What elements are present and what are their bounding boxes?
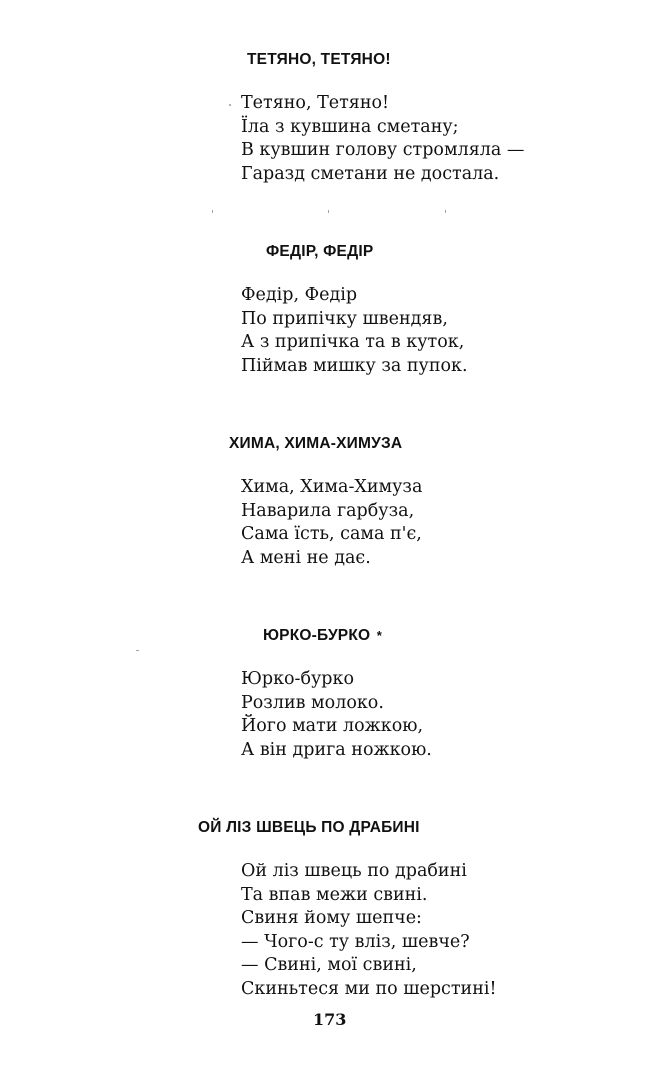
poem-line: Скиньтеся ми по шерстині! — [241, 978, 497, 999]
scan-speck — [328, 210, 329, 213]
poem-title-text: ЮРКО-БУРКО — [263, 627, 371, 644]
poem-line: — Свині, мої свині, — [241, 955, 417, 975]
poem-line: — Чого-с ту вліз, шевче? — [241, 931, 470, 952]
poem-line: Ой ліз швець по драбині — [241, 861, 467, 881]
poem-line: Гаразд сметани не достала. — [241, 163, 500, 184]
poem-body-yurko — [241, 668, 432, 762]
poem-line: А мені не дає. — [241, 547, 371, 568]
scan-speck — [445, 210, 446, 213]
poem-title-khyma: ХИМА, ХИМА-ХИМУЗА — [229, 435, 403, 452]
poem-line: Піймав мишку за пупок. — [241, 355, 468, 376]
poem-body-fedir — [241, 284, 468, 378]
poem-line: В кувшин голову стромляла — — [241, 140, 525, 160]
poem-line: Сама їсть, сама п'є, — [241, 524, 422, 544]
page-number: 173 — [313, 1010, 347, 1029]
poem-line: Тетяно, Тетяно! — [241, 93, 390, 113]
poem-title-yurko — [263, 626, 382, 646]
poem-line: Їла з кувшина сметану; — [241, 116, 459, 137]
poem-line: Федір, Федір — [241, 285, 358, 305]
scan-speck — [212, 210, 213, 213]
poem-body-shvets — [241, 860, 497, 1001]
poem-line: Його мати ложкою, — [241, 716, 424, 736]
poem-line: Та впав межи свині. — [241, 884, 428, 905]
footnote-mark: * — [376, 628, 383, 643]
poem-title-shvets: ОЙ ЛІЗ ШВЕЦЬ ПО ДРАБИНІ — [198, 819, 420, 836]
poem-title-tetiano: ТЕТЯНО, ТЕТЯНО! — [247, 51, 391, 68]
poem-line: Свиня йому шепче: — [241, 908, 422, 928]
poem-body-khyma — [241, 476, 422, 570]
poem-body-tetiano — [241, 92, 524, 186]
poem-line: Хима, Хима-Химуза — [241, 477, 423, 497]
poem-title-fedir: ФЕДІР, ФЕДІР — [266, 243, 374, 260]
poem-line: Наварила гарбуза, — [241, 500, 415, 521]
poem-line: По припічку швендяв, — [241, 308, 448, 329]
scan-speck — [229, 104, 231, 106]
poem-line: Розлив молоко. — [241, 692, 384, 713]
poem-line: Юрко-бурко — [241, 669, 354, 689]
poem-line: А він дрига ножкою. — [241, 739, 432, 760]
scan-speck — [136, 650, 139, 651]
poem-line: А з припічка та в куток, — [241, 332, 465, 352]
